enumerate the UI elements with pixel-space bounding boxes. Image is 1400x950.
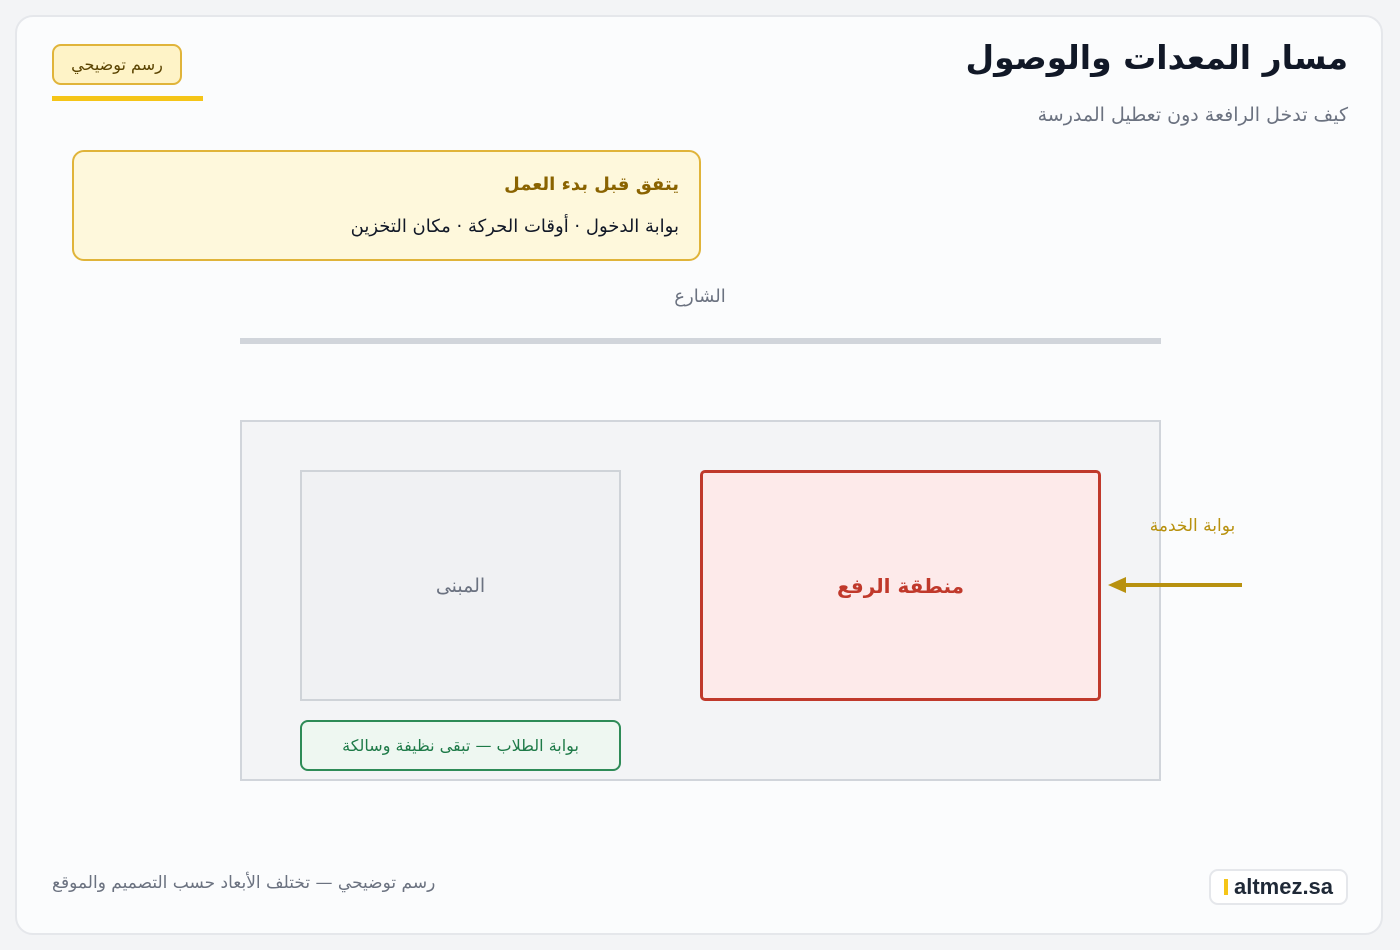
- brand-name: altmez.sa: [1233, 874, 1334, 899]
- brand-logo[interactable]: [1209, 869, 1348, 905]
- student-gate: [300, 720, 621, 771]
- service-gate-label: بوابة الخدمة: [1149, 516, 1236, 536]
- street-label: الشارع: [674, 286, 726, 307]
- illustration-badge: رسم توضيحي: [52, 44, 182, 85]
- lift-zone-label: منطقة الرفع: [836, 573, 965, 598]
- building-block: [300, 470, 621, 701]
- footer-note: رسم توضيحي — تختلف الأبعاد حسب التصميم والموقع: [52, 873, 436, 893]
- service-gate-arrow-icon: [1106, 574, 1246, 596]
- page-title: مسار المعدات والوصول: [965, 38, 1348, 77]
- logo-mark-icon: [1224, 879, 1228, 895]
- agreement-note-title: يتفق قبل بدء العمل: [504, 174, 679, 195]
- street-line: [240, 338, 1161, 344]
- lift-zone: [700, 470, 1101, 701]
- page-subtitle: كيف تدخل الرافعة دون تعطيل المدرسة: [1037, 104, 1348, 126]
- building-label: المبنى: [435, 574, 486, 597]
- student-gate-label: بوابة الطلاب — تبقى نظيفة وسالكة: [342, 736, 579, 755]
- agreement-note-text: بوابة الدخول · أوقات الحركة · مكان التخزين: [350, 216, 679, 237]
- badge-underline: [52, 96, 203, 101]
- agreement-note: [72, 150, 701, 261]
